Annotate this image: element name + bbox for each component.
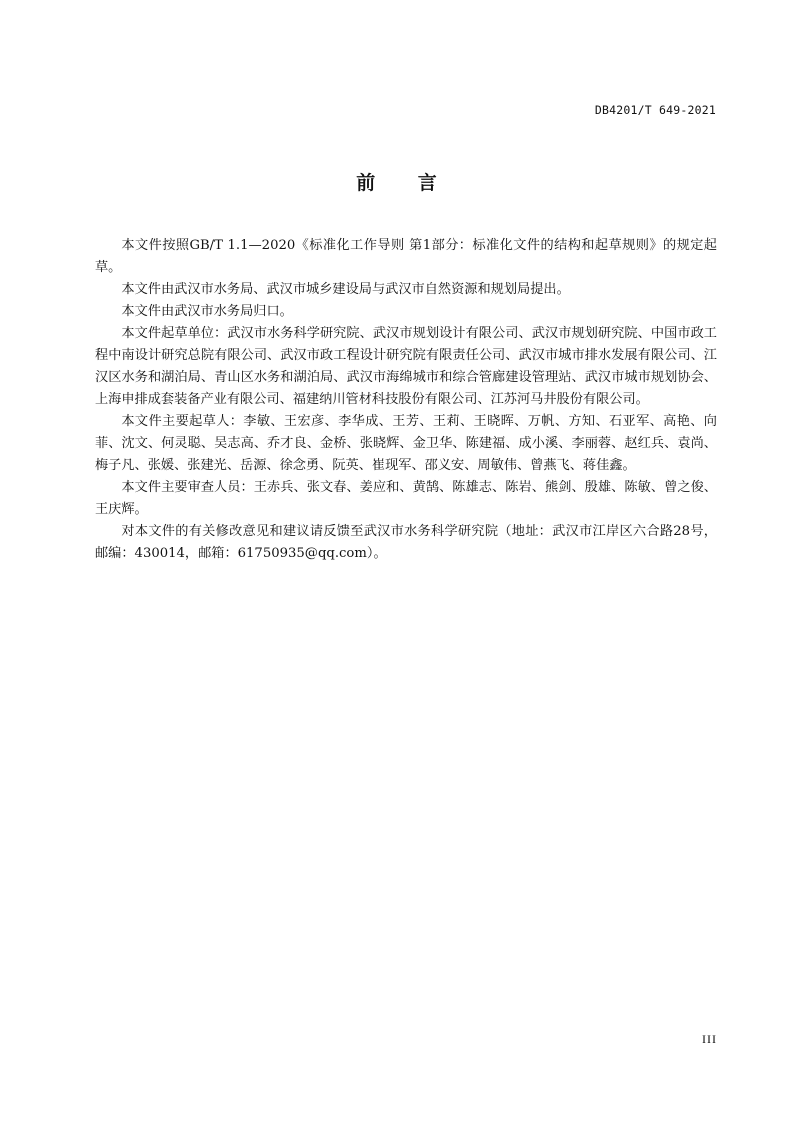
paragraph-administrator: 本文件由武汉市水务局归口。 xyxy=(121,304,293,319)
paragraph-drafting-rules: 本文件按照GB/T 1.1—2020《标准化工作导则 第1部分：标准化文件的结构和起草规则》的规定起草。 xyxy=(95,238,717,275)
paragraph-feedback-contact: 对本文件的有关修改意见和建议请反馈至武汉市水务科学研究院（地址：武汉市江岸区六合路28号，邮编：430014，邮箱：61750935@qq.com）。 xyxy=(95,524,717,561)
paragraph-proposers: 本文件由武汉市水务局、武汉市城乡建设局与武汉市自然资源和规划局提出。 xyxy=(121,282,570,297)
paragraph-reviewers: 本文件主要审查人员：王赤兵、张文春、姜应和、黄鹄、陈雄志、陈岩、熊剑、殷雄、陈敏、曾之俊、王庆辉。 xyxy=(95,480,717,517)
foreword-body xyxy=(95,235,717,565)
document-code: DB4201/T 649-2021 xyxy=(594,103,716,117)
page-title: 前 言 xyxy=(356,172,455,194)
paragraph-drafting-units: 本文件起草单位：武汉市水务科学研究院、武汉市规划设计有限公司、武汉市规划研究院、中国市政工程中南设计研究总院有限公司、武汉市政工程设计研究院有限责任公司、武汉市城市排水发展有限公司、江汉区水务和湖泊局、青山区水务和湖泊局、武汉市海绵城市和综合管廊建设管理站、武汉市城市规划协会、上海申排成套装备产业有限公司、福建纳川管材科技股份有限公司、江苏河马井股份有限公司。 xyxy=(95,326,717,407)
page-number: III xyxy=(702,1032,717,1046)
paragraph-main-drafters: 本文件主要起草人：李敏、王宏彦、李华成、王芳、王莉、王晓晖、万帆、方知、石亚军、高艳、向菲、沈文、何灵聪、吴志高、乔才良、金桥、张晓辉、金卫华、陈建福、成小溪、李丽蓉、赵红兵、袁尚、梅子凡、张媛、张建光、岳源、徐念勇、阮英、崔现军、邵义安、周敏伟、曾燕飞、蒋佳鑫。 xyxy=(95,414,717,473)
